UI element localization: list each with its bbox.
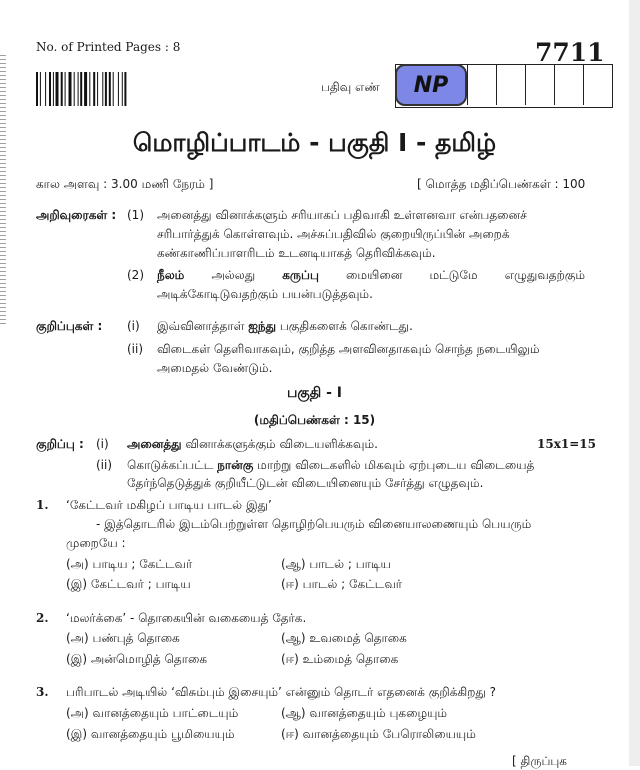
note-text: பகுதிகளைக் கொண்டது. [279,319,413,333]
instruction-line: சரிபார்த்துக் கொள்ளவும். அச்சுப்பதிவில் குறையிருப்பின் அறைக் [157,227,510,241]
option-d[interactable]: (ஈ) பாடல் ; கேட்டவர் [281,577,403,591]
register-digit-box[interactable] [554,65,583,105]
question-number: 1. [36,498,49,512]
note-text: மாற்று விடைகளில் மிகவும் ஏற்புடைய விடையைத் [257,458,535,472]
total-marks: [ மொத்த மதிப்பெண்கள் : 100 [417,177,586,191]
instruction-word: எழுதுவதற்கும் [504,268,585,282]
note-bold-text: ஐந்து [248,319,277,333]
section-note-number: (i) [96,437,109,451]
option-b[interactable]: (ஆ) வானத்தையும் புகழையும் [281,706,448,720]
perforation-marks [0,55,6,325]
notes-label: குறிப்புகள் : [36,319,103,333]
note-number: (ii) [127,342,144,356]
question-subtext: முறையே : [66,536,126,550]
section-note-line: தேர்ந்தெடுத்துக் குறியீட்டுடன் விடையினையும் சேர்த்து எழுதவும். [127,476,484,490]
register-number-label: பதிவு எண் [321,80,380,94]
option-c[interactable]: (இ) வானத்தையும் பூமியையும் [66,727,235,741]
section-note-line [127,458,534,474]
section-marks: (மதிப்பெண்கள் : 15) [253,413,376,427]
option-a[interactable]: (அ) பண்புத் தொகை [66,631,180,645]
option-b[interactable]: (ஆ) உவமைத் தொகை [281,631,407,645]
note-line [157,319,413,335]
np-logo: NP [395,64,467,106]
question-text: ‘மலர்க்கை’ - தொகையின் வகையைத் தேர்க. [66,611,307,625]
question-subtext: - இத்தொடரில் இடம்பெற்றுள்ள தொழிற்பெயரும் வினையாலணையும் பெயரும் [96,517,532,531]
option-c[interactable]: (இ) கேட்டவர் ; பாடிய [66,577,191,591]
note-bold-text: அனைத்து [127,437,182,451]
blue-ink-word: நீலம் [157,268,185,282]
barcode-icon [36,72,151,106]
question-number: 3. [36,685,49,699]
instruction-line [157,268,585,284]
register-digit-box[interactable] [496,65,525,105]
page-edge [629,0,640,766]
register-digit-box[interactable] [525,65,554,105]
instruction-word: அல்லது [211,268,256,282]
question-text: பரிபாடல் அடியில் ‘விசும்பும் இசையும்’ என்னும் தொடர் எதனைக் குறிக்கிறது ? [66,685,496,699]
option-d[interactable]: (ஈ) உம்மைத் தொகை [281,652,399,666]
marks-formula: 15x1=15 [537,437,596,451]
section-note-line [127,437,378,453]
option-c[interactable]: (இ) அன்மொழித் தொகை [66,652,207,666]
page-title: மொழிப்பாடம் - பகுதி I - தமிழ் [132,128,497,157]
option-b[interactable]: (ஆ) பாடல் ; பாடிய [281,557,391,571]
printed-pages: No. of Printed Pages : 8 [36,40,181,54]
register-number-boxes[interactable] [395,64,613,108]
duration: கால அளவு : 3.00 மணி நேரம் ] [36,177,214,191]
register-digit-box[interactable] [583,65,612,105]
instruction-word: மையினை [346,268,403,282]
note-bold-text: நான்கு [217,458,254,472]
instruction-number: (1) [127,208,144,222]
instruction-word: மட்டுமே [429,268,478,282]
option-a[interactable]: (அ) வானத்தையும் பாட்டையும் [66,706,239,720]
section-title: பகுதி - I [286,385,342,401]
note-text: வினாக்களுக்கும் விடையளிக்கவும். [185,437,378,451]
note-number: (i) [127,319,140,333]
note-line: விடைகள் தெளிவாகவும், குறித்த அளவினதாகவும் சொந்த நடையிலும் [157,342,540,356]
instruction-line: அடிக்கோடிடுவதற்கும் பயன்படுத்தவும். [157,287,373,301]
instruction-line: கண்காணிப்பாளரிடம் உடனடியாகத் தெரிவிக்கவும். [157,246,436,260]
note-line: அமைதல் வேண்டும். [157,361,273,375]
note-text: இவ்வினாத்தாள் [157,319,245,333]
black-ink-word: கருப்பு [282,268,319,282]
question-number: 2. [36,611,49,625]
option-d[interactable]: (ஈ) வானத்தையும் பேரொலியையும் [281,727,476,741]
note-text: கொடுக்கப்பட்ட [127,458,214,472]
instructions-label: அறிவுரைகள் : [36,208,117,222]
section-note-label: குறிப்பு : [36,437,84,451]
turn-over-note: [ திருப்புக [512,754,567,768]
paper-code: 7711 [535,38,605,67]
option-a[interactable]: (அ) பாடிய ; கேட்டவர் [66,557,193,571]
register-digit-box[interactable] [467,65,496,105]
instruction-line: அனைத்து வினாக்களும் சரியாகப் பதிவாகி உள்ளனவா என்பதனைச் [157,208,527,222]
question-text: ‘கேட்டவர் மகிழப் பாடிய பாடல் இது’ [66,498,272,512]
instruction-number: (2) [127,268,144,282]
section-note-number: (ii) [96,458,113,472]
